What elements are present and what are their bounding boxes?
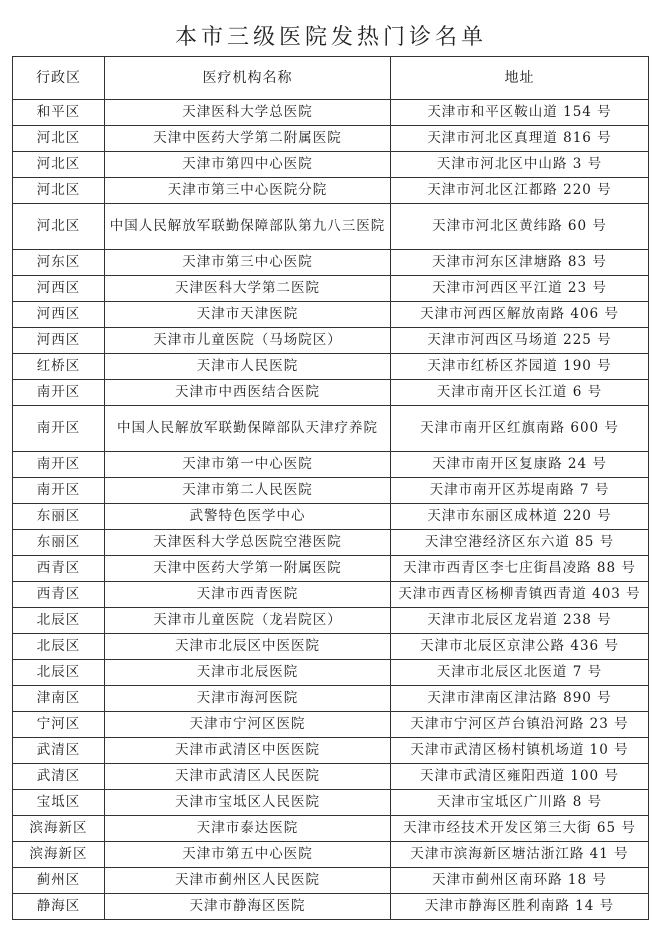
- district-cell: 河北区: [13, 204, 105, 250]
- institution-cell: 天津市北辰医院: [105, 660, 391, 686]
- institution-cell: 天津市静海区医院: [105, 894, 391, 920]
- institution-cell: 天津市第三中心医院分院: [105, 178, 391, 204]
- address-cell: 天津市河东区津塘路 83 号: [391, 250, 649, 276]
- address-cell: 天津市河西区马场道 225 号: [391, 328, 649, 354]
- district-cell: 河北区: [13, 126, 105, 152]
- district-cell: 武清区: [13, 738, 105, 764]
- table-row: [13, 126, 649, 152]
- institution-cell: 天津市中西医结合医院: [105, 380, 391, 406]
- district-cell: 静海区: [13, 894, 105, 920]
- table-row: [13, 556, 649, 582]
- address-cell: 天津市河北区黄纬路 60 号: [391, 204, 649, 250]
- district-cell: 宁河区: [13, 712, 105, 738]
- district-cell: 滨海新区: [13, 842, 105, 868]
- address-cell: 天津市南开区红旗南路 600 号: [391, 406, 649, 452]
- institution-cell: 天津市武清区中医医院: [105, 738, 391, 764]
- institution-cell: 天津医科大学总医院空港医院: [105, 530, 391, 556]
- address-cell: 天津市武清区杨村镇机场道 10 号: [391, 738, 649, 764]
- district-cell: 西青区: [13, 556, 105, 582]
- address-cell: 天津市南开区长江道 6 号: [391, 380, 649, 406]
- district-cell: 和平区: [13, 100, 105, 126]
- district-cell: 河东区: [13, 250, 105, 276]
- address-cell: 天津市和平区鞍山道 154 号: [391, 100, 649, 126]
- institution-cell: 天津市儿童医院（马场院区）: [105, 328, 391, 354]
- district-cell: 河西区: [13, 328, 105, 354]
- table-row: [13, 686, 649, 712]
- address-cell: 天津市河北区中山路 3 号: [391, 152, 649, 178]
- address-cell: 天津市西青区杨柳青镇西青道 403 号: [391, 582, 649, 608]
- address-cell: 天津市河北区真理道 816 号: [391, 126, 649, 152]
- district-cell: 南开区: [13, 452, 105, 478]
- district-cell: 西青区: [13, 582, 105, 608]
- table-row: [13, 842, 649, 868]
- address-cell: 天津市红桥区芥园道 190 号: [391, 354, 649, 380]
- district-cell: 东丽区: [13, 504, 105, 530]
- address-cell: 天津市经技术开发区第三大街 65 号: [391, 816, 649, 842]
- address-cell: 天津市河西区平江道 23 号: [391, 276, 649, 302]
- table-row: [13, 738, 649, 764]
- header-institution: 医疗机构名称: [105, 57, 391, 100]
- district-cell: 蓟州区: [13, 868, 105, 894]
- district-cell: 南开区: [13, 380, 105, 406]
- institution-cell: 天津市宁河区医院: [105, 712, 391, 738]
- table-row: [13, 276, 649, 302]
- institution-cell: 天津市蓟州区人民医院: [105, 868, 391, 894]
- institution-cell: 天津中医药大学第二附属医院: [105, 126, 391, 152]
- institution-cell: 天津市第五中心医院: [105, 842, 391, 868]
- address-cell: 天津市武清区雍阳西道 100 号: [391, 764, 649, 790]
- district-cell: 南开区: [13, 406, 105, 452]
- table-row: [13, 250, 649, 276]
- district-cell: 北辰区: [13, 608, 105, 634]
- table-row: [13, 582, 649, 608]
- district-cell: 津南区: [13, 686, 105, 712]
- institution-cell: 天津医科大学总医院: [105, 100, 391, 126]
- district-cell: 滨海新区: [13, 816, 105, 842]
- address-cell: 天津市滨海新区塘沽浙江路 41 号: [391, 842, 649, 868]
- district-cell: 河北区: [13, 152, 105, 178]
- district-cell: 红桥区: [13, 354, 105, 380]
- table-row: [13, 178, 649, 204]
- district-cell: 宝坻区: [13, 790, 105, 816]
- table-row: [13, 328, 649, 354]
- table-row: [13, 712, 649, 738]
- district-cell: 南开区: [13, 478, 105, 504]
- institution-cell: 天津市第一中心医院: [105, 452, 391, 478]
- institution-cell: 天津市人民医院: [105, 354, 391, 380]
- header-district: 行政区: [13, 57, 105, 100]
- institution-cell: 天津市海河医院: [105, 686, 391, 712]
- table-row: [13, 380, 649, 406]
- institution-cell: 天津市第三中心医院: [105, 250, 391, 276]
- institution-cell: 天津医科大学第二医院: [105, 276, 391, 302]
- table-row: [13, 816, 649, 842]
- hospital-table: [12, 56, 649, 920]
- institution-cell: 天津市第四中心医院: [105, 152, 391, 178]
- institution-cell: 天津市宝坻区人民医院: [105, 790, 391, 816]
- address-cell: 天津市津南区津沽路 890 号: [391, 686, 649, 712]
- district-cell: 武清区: [13, 764, 105, 790]
- address-cell: 天津空港经济区东六道 85 号: [391, 530, 649, 556]
- institution-cell: 天津市儿童医院（龙岩院区）: [105, 608, 391, 634]
- institution-cell: 天津市泰达医院: [105, 816, 391, 842]
- table-row: [13, 790, 649, 816]
- table-header-row: [13, 57, 649, 100]
- institution-cell: 天津中医药大学第一附属医院: [105, 556, 391, 582]
- address-cell: 天津市南开区苏堤南路 7 号: [391, 478, 649, 504]
- address-cell: 天津市北辰区龙岩道 238 号: [391, 608, 649, 634]
- institution-cell: 天津市西青医院: [105, 582, 391, 608]
- table-row: [13, 204, 649, 250]
- institution-cell: 中国人民解放军联勤保障部队第九八三医院: [105, 204, 391, 250]
- district-cell: 北辰区: [13, 634, 105, 660]
- table-row: [13, 152, 649, 178]
- table-row: [13, 634, 649, 660]
- address-cell: 天津市北辰区京津公路 436 号: [391, 634, 649, 660]
- table-row: [13, 354, 649, 380]
- header-address: 地址: [391, 57, 649, 100]
- address-cell: 天津市蓟州区南环路 18 号: [391, 868, 649, 894]
- district-cell: 河西区: [13, 302, 105, 328]
- address-cell: 天津市南开区复康路 24 号: [391, 452, 649, 478]
- address-cell: 天津市西青区李七庄街昌凌路 88 号: [391, 556, 649, 582]
- table-row: [13, 868, 649, 894]
- institution-cell: 中国人民解放军联勤保障部队天津疗养院: [105, 406, 391, 452]
- address-cell: 天津市静海区胜利南路 14 号: [391, 894, 649, 920]
- page-title: 本市三级医院发热门诊名单: [174, 25, 487, 50]
- district-cell: 河西区: [13, 276, 105, 302]
- address-cell: 天津市北辰区北医道 7 号: [391, 660, 649, 686]
- district-cell: 河北区: [13, 178, 105, 204]
- address-cell: 天津市东丽区成林道 220 号: [391, 504, 649, 530]
- table-row: [13, 452, 649, 478]
- table-row: [13, 530, 649, 556]
- address-cell: 天津市河西区解放南路 406 号: [391, 302, 649, 328]
- institution-cell: 天津市北辰区中医医院: [105, 634, 391, 660]
- table-row: [13, 302, 649, 328]
- table-row: [13, 504, 649, 530]
- address-cell: 天津市宝坻区广川路 8 号: [391, 790, 649, 816]
- institution-cell: 天津市武清区人民医院: [105, 764, 391, 790]
- district-cell: 东丽区: [13, 530, 105, 556]
- address-cell: 天津市宁河区芦台镇沿河路 23 号: [391, 712, 649, 738]
- institution-cell: 天津市第二人民医院: [105, 478, 391, 504]
- table-row: [13, 660, 649, 686]
- table-row: [13, 100, 649, 126]
- table-row: [13, 608, 649, 634]
- table-row: [13, 478, 649, 504]
- table-row: [13, 894, 649, 920]
- district-cell: 北辰区: [13, 660, 105, 686]
- institution-cell: 天津市天津医院: [105, 302, 391, 328]
- institution-cell: 武警特色医学中心: [105, 504, 391, 530]
- table-row: [13, 764, 649, 790]
- table-row: [13, 406, 649, 452]
- address-cell: 天津市河北区江都路 220 号: [391, 178, 649, 204]
